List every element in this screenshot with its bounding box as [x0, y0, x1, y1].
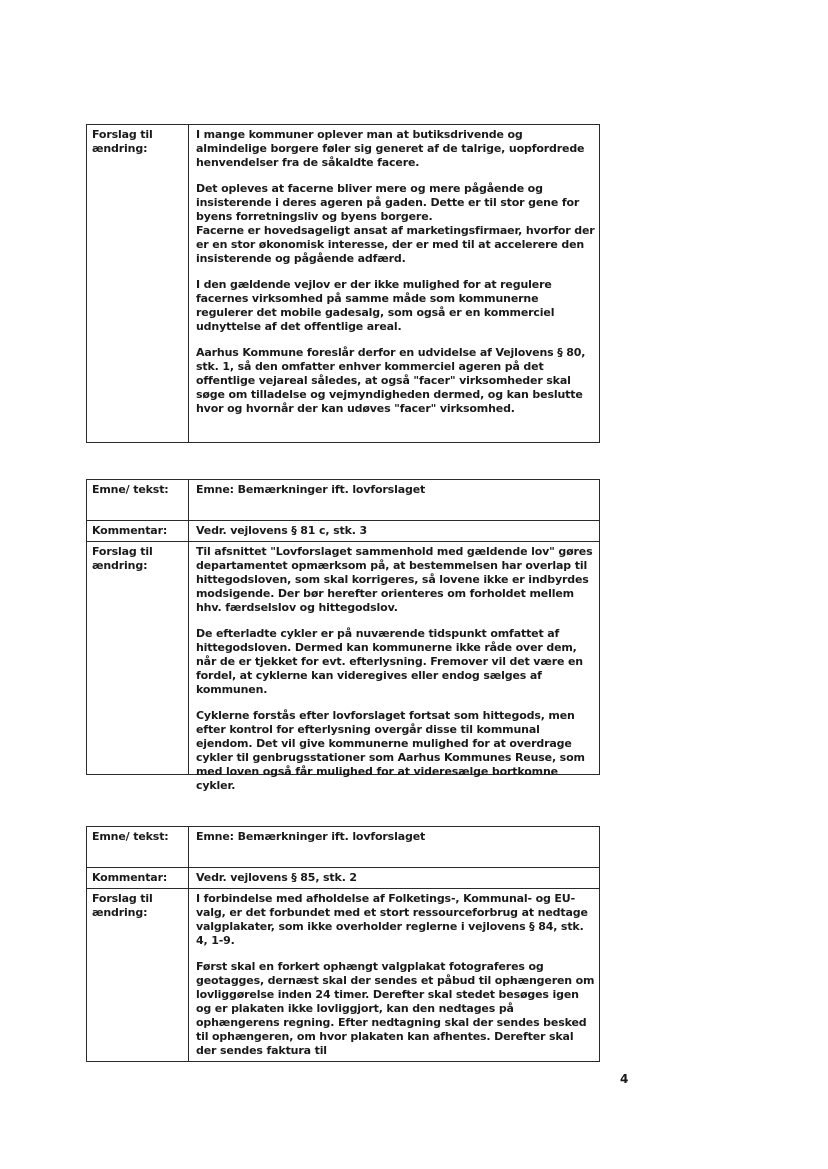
comment-table-cykler: [86, 479, 600, 792]
proposal-label: Forslag til ændring:: [87, 542, 189, 775]
comment-value: Vedr. vejlovens § 85, stk. 2: [189, 868, 600, 889]
table-row: [87, 542, 600, 775]
paragraph: Cyklerne forstås efter lovforslaget fortsat som hittegods, men efter kontrol for efterlysning overgår disse til kommunal ejendom. Det vil give kommunerne mulighed for at overdrage cykler til genbrugsstationer som Aarhus Kommunes Reuse, som med loven også får mulighed for at videresælge bortkomne cykler.: [196, 709, 585, 792]
paragraph: Facerne er hovedsageligt ansat af marketingsfirmaer, hvorfor der er en stor økonomisk interesse, der er med til at accelerere den insisterende og pågående adfærd.: [196, 224, 595, 265]
comment-table-valgplakater: [86, 826, 600, 1062]
paragraph: I mange kommuner oplever man at butiksdrivende og almindelige borgere føler sig generet af de talrige, uopfordrede henvendelser fra de såkaldte facere.: [196, 128, 585, 169]
proposal-text: [189, 889, 600, 1062]
proposal-text: [189, 542, 600, 792]
paragraph: Til afsnittet "Lovforslaget sammenhold med gældende lov" gøres departamentet opmærksom på, at bestemmelsen har overlap til hittegodsloven, som skal korrigeres, så lovene ikke er indbyrdes modsigende. Der bør herefter orienteres om forholdet mellem hhv. færdselslov og hittegodslov.: [196, 545, 593, 614]
paragraph: I den gældende vejlov er der ikke mulighed for at regulere facernes virksomhed på samme måde som kommunerne regulerer det mobile gadesalg, som også er en kommerciel udnyttelse af det offentlige areal.: [196, 278, 555, 333]
comment-label: Kommentar:: [87, 868, 189, 889]
topic-value: Emne: Bemærkninger ift. lovforslaget: [189, 827, 600, 868]
paragraph: Aarhus Kommune foreslår derfor en udvidelse af Vejlovens § 80, stk. 1, så den omfatter enhver kommerciel ageren på det offentlige vejareal således, at også "facer" virksomheder skal søge om tilladelse og vejmyndigheden dermed, og kan beslutte hvor og hvornår der kan udøves "facer" virksomhed.: [196, 346, 586, 415]
proposal-label: Forslag til ændring:: [87, 125, 189, 443]
paragraph: Først skal en forkert ophængt valgplakat fotograferes og geotagges, dernæst skal der sendes et påbud til ophængeren om lovliggørelse inden 24 timer. Derefter skal stedet besøges igen og er plakaten ikke lovliggjort, kan den nedtages på ophængerens regning. Efter nedtagning skal der sendes besked til ophængeren, om hvor plakaten kan afhentes. Derefter skal der sendes faktura til: [196, 960, 595, 1057]
table-row: [87, 480, 600, 521]
paragraph: De efterladte cykler er på nuværende tidspunkt omfattet af hittegodsloven. Dermed kan kommunerne ikke råde over dem, når de er tjekket for evt. efterlysning. Fremover vil det være en fordel, at cyklerne kan videregives eller endog sælges af kommunen.: [196, 627, 583, 696]
proposal-table-facere: [86, 124, 600, 443]
proposal-text: [189, 125, 600, 443]
page-number: 4: [620, 1072, 629, 1086]
comment-label: Kommentar:: [87, 521, 189, 542]
table-row: [87, 827, 600, 868]
table-row: [87, 125, 600, 443]
topic-label: Emne/ tekst:: [87, 827, 189, 868]
table-row: [87, 889, 600, 1062]
table-row: [87, 868, 600, 889]
comment-value: Vedr. vejlovens § 81 c, stk. 3: [189, 521, 600, 542]
topic-label: Emne/ tekst:: [87, 480, 189, 521]
proposal-label: Forslag til ændring:: [87, 889, 189, 1062]
table-row: [87, 521, 600, 542]
topic-value: Emne: Bemærkninger ift. lovforslaget: [189, 480, 600, 521]
paragraph: Det opleves at facerne bliver mere og mere pågående og insisterende i deres ageren på gaden. Dette er til stor gene for byens forretningsliv og byens borgere.: [196, 182, 580, 223]
paragraph: I forbindelse med afholdelse af Folketings-, Kommunal- og EU-valg, er det forbundet med et stort ressourceforbrug at nedtage valgplakater, som ikke overholder reglerne i vejlovens § 84, stk. 4, 1-9.: [196, 892, 588, 947]
